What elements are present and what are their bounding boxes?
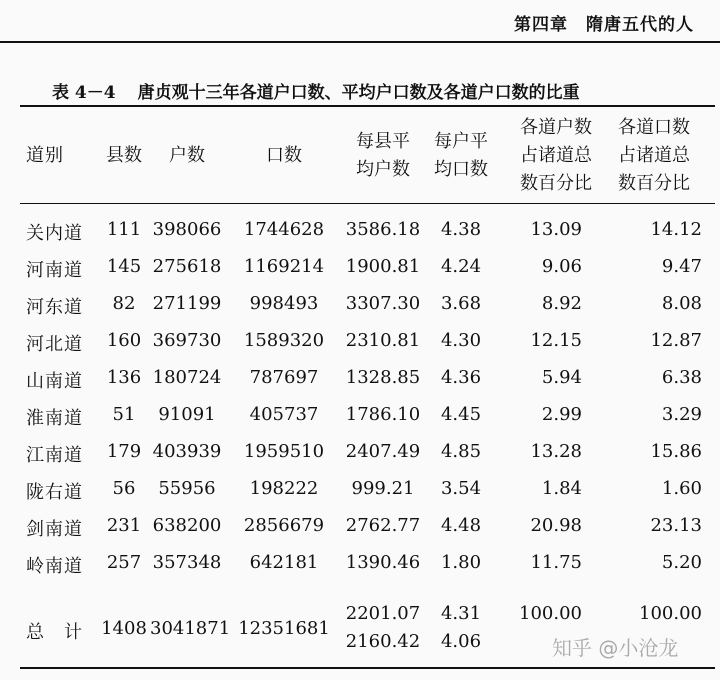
cell-xian: 82 (112, 293, 136, 314)
cell-hupct: 11.75 (530, 552, 582, 573)
column-header-line: 均口数 (434, 159, 488, 180)
cell-xian: 257 (106, 552, 142, 573)
cell-mxh: 3586.18 (345, 219, 421, 240)
cell-mhk: 3.68 (440, 293, 482, 314)
cell-dao: 河南道 (26, 260, 83, 281)
total-xian: 1408 (101, 618, 147, 639)
column-header-line: 每户平 (434, 131, 488, 152)
cell-mxh: 1786.10 (345, 404, 421, 425)
total-mxh-1: 2201.07 (345, 603, 421, 624)
cell-mxh: 3307.30 (345, 293, 421, 314)
cell-kou: 198222 (249, 478, 319, 499)
watermark: 知乎 @小沧龙 (552, 636, 679, 660)
cell-xian: 136 (106, 367, 142, 388)
column-header-dao: 道别 (26, 145, 64, 166)
cell-mhk: 3.54 (440, 478, 482, 499)
cell-hupct: 13.09 (530, 219, 582, 240)
cell-hupct: 8.92 (541, 293, 582, 314)
cell-kou: 1744628 (243, 219, 325, 240)
chapter-heading: 第四章 隋唐五代的人 (514, 15, 694, 35)
cell-hupct: 1.84 (541, 478, 582, 499)
cell-hu: 638200 (152, 515, 222, 536)
column-header-hu-pct (508, 114, 604, 198)
cell-mxh: 1900.81 (345, 256, 421, 277)
total-kou-pct: 100.00 (639, 603, 702, 624)
cell-dao: 山南道 (26, 371, 83, 392)
cell-mhk: 4.36 (440, 367, 482, 388)
cell-mhk: 4.48 (440, 515, 482, 536)
total-hu-pct: 100.00 (519, 603, 582, 624)
cell-kpct: 12.87 (650, 330, 702, 351)
total-label: 总 计 (26, 622, 83, 643)
header-rule (0, 41, 720, 43)
cell-mhk: 4.38 (440, 219, 482, 240)
cell-kou: 998493 (249, 293, 319, 314)
page-header (0, 0, 720, 38)
total-mxh-2: 2160.42 (345, 631, 421, 652)
cell-dao: 剑南道 (26, 519, 83, 540)
column-header-line: 数百分比 (520, 173, 592, 194)
cell-mxh: 2762.77 (345, 515, 421, 536)
cell-kpct: 23.13 (650, 515, 702, 536)
total-mhk-1: 4.31 (440, 603, 482, 624)
cell-kpct: 8.08 (661, 293, 702, 314)
cell-xian: 160 (106, 330, 142, 351)
cell-hu: 403939 (152, 441, 222, 462)
cell-kpct: 3.29 (661, 404, 702, 425)
cell-mxh: 999.21 (351, 478, 415, 499)
table-header-rule (20, 203, 715, 204)
cell-hupct: 12.15 (530, 330, 582, 351)
cell-hu: 91091 (158, 404, 216, 425)
cell-hupct: 2.99 (541, 404, 582, 425)
cell-mxh: 1390.46 (345, 552, 421, 573)
cell-kpct: 1.60 (661, 478, 702, 499)
column-header-per-household (428, 128, 494, 184)
cell-kou: 2856679 (243, 515, 325, 536)
cell-mhk: 4.24 (440, 256, 482, 277)
table-caption: 唐贞观十三年各道户口数、平均户口数及各道户口数的比重 (137, 83, 580, 103)
cell-hu: 369730 (152, 330, 222, 351)
total-hu: 3041871 (150, 618, 231, 639)
cell-mxh: 2310.81 (345, 330, 421, 351)
cell-kpct: 9.47 (661, 256, 702, 277)
cell-dao: 岭南道 (26, 556, 83, 577)
cell-mhk: 4.85 (440, 441, 482, 462)
cell-xian: 111 (106, 219, 142, 240)
cell-dao: 江南道 (26, 445, 83, 466)
column-header-kou: 口数 (266, 145, 302, 166)
total-mhk-2: 4.06 (440, 631, 482, 652)
cell-hu: 55956 (158, 478, 216, 499)
cell-hu: 271199 (152, 293, 222, 314)
table-bottom-rule (20, 667, 715, 669)
column-header-xian: 县数 (106, 145, 142, 166)
cell-kou: 405737 (249, 404, 319, 425)
column-header-line: 占诸道总 (520, 145, 592, 166)
column-header-per-county (342, 128, 424, 184)
cell-hu: 180724 (152, 367, 222, 388)
cell-kpct: 14.12 (650, 219, 702, 240)
column-header-line: 每县平 (356, 131, 410, 152)
cell-dao: 陇右道 (26, 482, 83, 503)
cell-mxh: 2407.49 (345, 441, 421, 462)
cell-hupct: 13.28 (530, 441, 582, 462)
total-kou: 12351681 (238, 618, 330, 639)
cell-dao: 淮南道 (26, 408, 83, 429)
cell-kpct: 6.38 (661, 367, 702, 388)
cell-hupct: 9.06 (541, 256, 582, 277)
column-header-hu: 户数 (169, 145, 205, 166)
column-header-line: 各道口数 (618, 117, 690, 138)
table-title (52, 78, 580, 103)
cell-dao: 河东道 (26, 297, 83, 318)
cell-hu: 357348 (152, 552, 222, 573)
cell-kou: 642181 (249, 552, 319, 573)
table-top-rule (20, 105, 715, 107)
column-header-line: 占诸道总 (618, 145, 690, 166)
cell-kou: 1169214 (243, 256, 325, 277)
cell-kou: 1589320 (243, 330, 325, 351)
cell-mxh: 1328.85 (345, 367, 421, 388)
cell-hupct: 20.98 (530, 515, 582, 536)
column-header-line: 均户数 (356, 159, 410, 180)
cell-xian: 145 (106, 256, 142, 277)
cell-dao: 河北道 (26, 334, 83, 355)
table-number: 表 4－4 (52, 83, 116, 103)
cell-kpct: 5.20 (661, 552, 702, 573)
cell-hupct: 5.94 (541, 367, 582, 388)
cell-kou: 1959510 (243, 441, 325, 462)
cell-kpct: 15.86 (650, 441, 702, 462)
cell-xian: 56 (112, 478, 136, 499)
cell-dao: 关内道 (26, 223, 83, 244)
cell-xian: 231 (106, 515, 142, 536)
cell-kou: 787697 (249, 367, 319, 388)
cell-mhk: 4.45 (440, 404, 482, 425)
cell-xian: 179 (106, 441, 142, 462)
column-header-kou-pct (606, 114, 702, 198)
cell-mhk: 4.30 (440, 330, 482, 351)
cell-mhk: 1.80 (440, 552, 482, 573)
cell-xian: 51 (112, 404, 136, 425)
cell-hu: 275618 (152, 256, 222, 277)
column-header-line: 数百分比 (618, 173, 690, 194)
cell-hu: 398066 (152, 219, 222, 240)
column-header-line: 各道户数 (520, 117, 592, 138)
